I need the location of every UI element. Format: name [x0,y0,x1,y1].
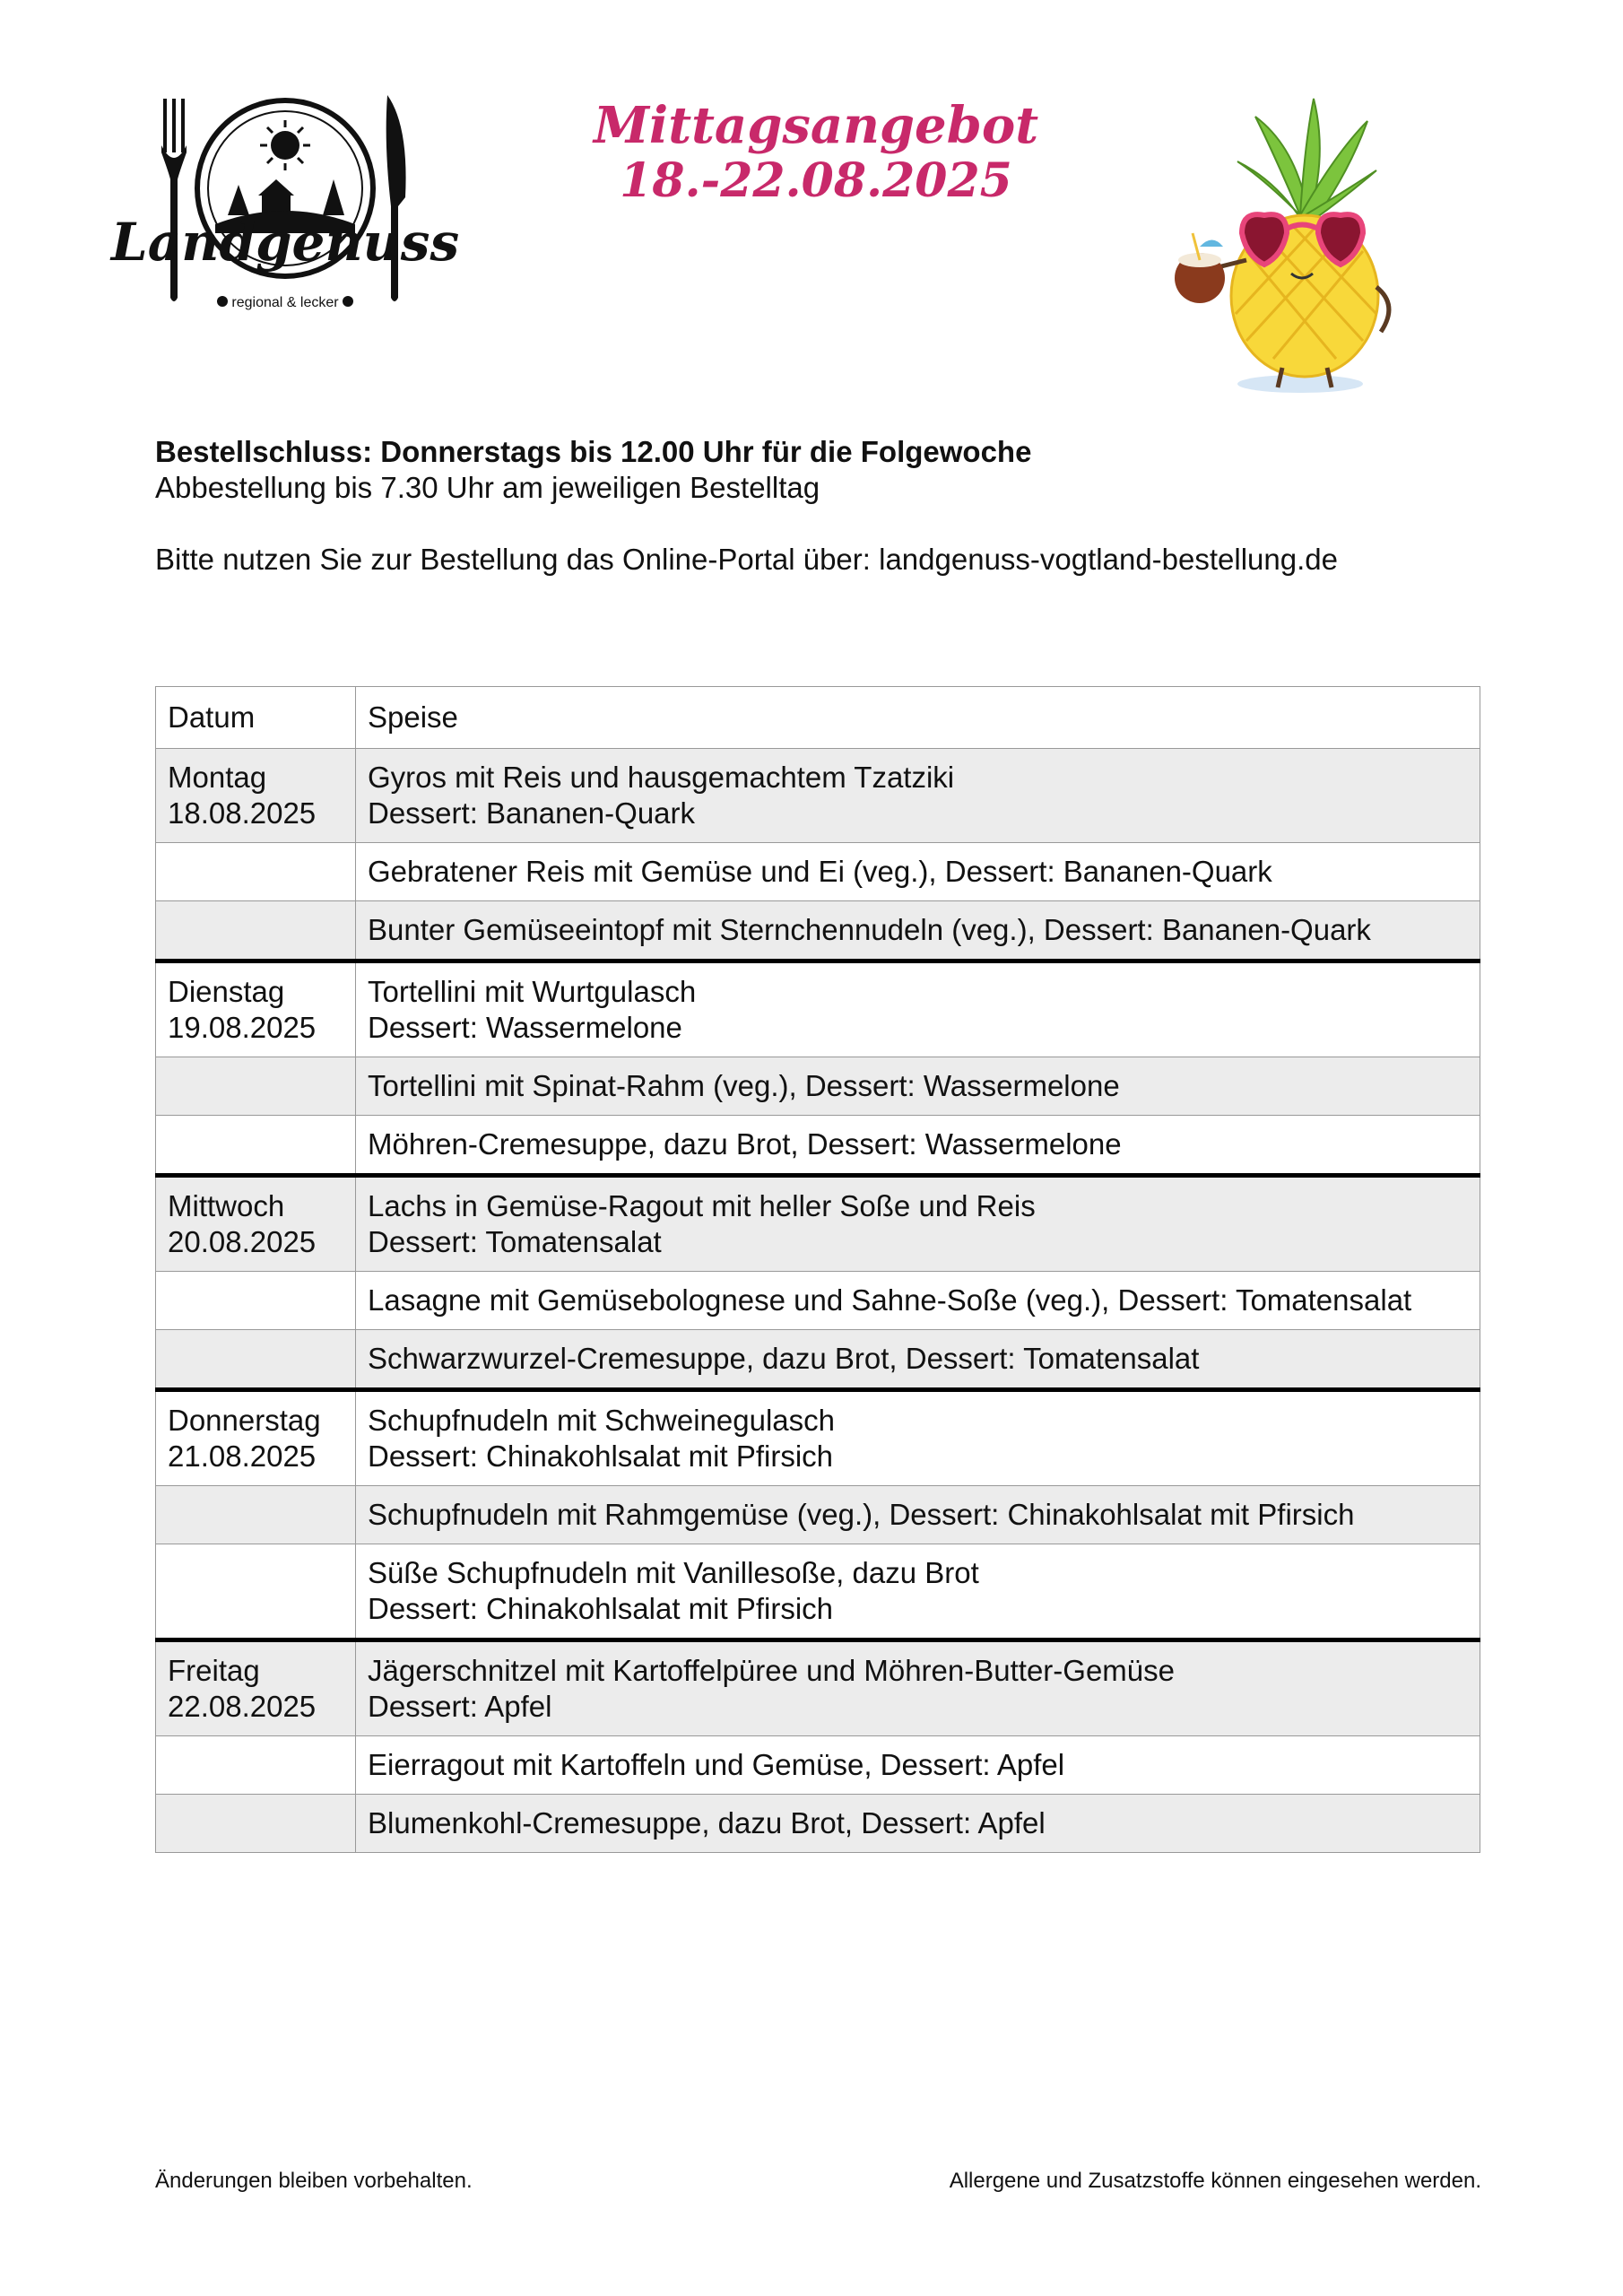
cancellation-note: Abbestellung bis 7.30 Uhr am jeweiligen Bestelltag [155,471,820,504]
dish-cell [356,1176,1480,1272]
dish-cell [356,961,1480,1057]
weekday-label: Mittwoch [168,1189,285,1222]
dish-label: Tortellini mit Wurtgulasch [368,975,697,1008]
dish-cell [356,1795,1480,1853]
dish-cell [356,1057,1480,1116]
dessert-label: Dessert: Wassermelone [368,1011,682,1044]
dish-label: Tortellini mit Spinat-Rahm (veg.), Dessert: Wassermelone [368,1069,1120,1102]
table-row [156,1176,1480,1272]
date-cell [156,1640,356,1736]
dish-cell [356,1272,1480,1330]
dessert-label: Dessert: Bananen-Quark [368,796,696,830]
date-cell [156,1736,356,1795]
landgenuss-logo [110,90,460,323]
tagline-text: regional & lecker [231,295,339,310]
table-row [156,843,1480,901]
date-cell [156,1272,356,1330]
weekday-label: Montag [168,761,267,794]
table-row [156,1736,1480,1795]
dish-label: Schwarzwurzel-Cremesuppe, dazu Brot, Dessert: Tomatensalat [368,1342,1200,1375]
date-cell [156,1057,356,1116]
date-cell [156,1390,356,1486]
date-label: 21.08.2025 [168,1439,317,1473]
dish-cell [356,1330,1480,1390]
dish-label: Gyros mit Reis und hausgemachtem Tzatziki [368,761,955,794]
menu-table [155,686,1480,1853]
sun-icon [260,120,310,170]
table-row [156,1640,1480,1736]
dish-label: Möhren-Cremesuppe, dazu Brot, Dessert: Wassermelone [368,1127,1122,1161]
brand-text: Landgenuss [110,212,460,273]
order-info [155,434,1338,578]
weekday-label: Freitag [168,1654,260,1687]
dish-cell [356,1390,1480,1486]
table-row [156,1390,1480,1486]
dish-label: Bunter Gemüseeintopf mit Sternchennudeln (veg.), Dessert: Bananen-Quark [368,913,1371,946]
dish-label: Jägerschnitzel mit Kartoffelpüree und Möhren-Butter-Gemüse [368,1654,1175,1687]
table-row [156,749,1480,843]
dish-cell [356,1640,1480,1736]
date-cell [156,961,356,1057]
date-cell [156,1544,356,1640]
portal-note: Bitte nutzen Sie zur Bestellung das Online-Portal über: landgenuss-vogtland-bestellung.de [155,543,1338,576]
table-row [156,1486,1480,1544]
date-cell [156,1330,356,1390]
date-label: 22.08.2025 [168,1690,317,1723]
date-cell [156,1116,356,1176]
dish-label: Schupfnudeln mit Schweinegulasch [368,1404,835,1437]
weekday-label: Dienstag [168,975,285,1008]
date-cell [156,1176,356,1272]
table-header-row [156,687,1480,749]
header-speise: Speise [356,687,1480,749]
table-row [156,1795,1480,1853]
table-row [156,1544,1480,1640]
dish-label: Schupfnudeln mit Rahmgemüse (veg.), Dessert: Chinakohlsalat mit Pfirsich [368,1498,1355,1531]
dessert-label: Dessert: Chinakohlsalat mit Pfirsich [368,1592,834,1625]
header-datum: Datum [156,687,356,749]
footer-allergens: Allergene und Zusatzstoffe können eingesehen werden. [949,2169,1481,2193]
dessert-label: Dessert: Tomatensalat [368,1225,662,1258]
date-cell [156,843,356,901]
page-title: Mittagsangebot [593,96,1039,155]
pineapple-mascot-icon [1157,99,1426,404]
dish-cell [356,749,1480,843]
table-row [156,1272,1480,1330]
dish-label: Gebratener Reis mit Gemüse und Ei (veg.), Dessert: Bananen-Quark [368,855,1272,888]
date-label: 18.08.2025 [168,796,317,830]
dish-label: Blumenkohl-Cremesuppe, dazu Brot, Dessert: Apfel [368,1806,1046,1839]
order-deadline: Bestellschluss: Donnerstags bis 12.00 Uhr für die Folgewoche [155,435,1032,468]
dish-label: Süße Schupfnudeln mit Vanillesoße, dazu Brot [368,1556,979,1589]
table-row [156,1330,1480,1390]
table-row [156,1057,1480,1116]
dish-cell [356,1544,1480,1640]
weekday-label: Donnerstag [168,1404,321,1437]
date-cell [156,1486,356,1544]
dish-label: Lasagne mit Gemüsebolognese und Sahne-Soße (veg.), Dessert: Tomatensalat [368,1283,1412,1317]
date-cell [156,901,356,961]
dish-cell [356,1486,1480,1544]
menu-body [156,749,1480,1853]
dish-cell [356,901,1480,961]
dish-cell [356,1736,1480,1795]
date-cell [156,1795,356,1853]
table-row [156,901,1480,961]
dish-label: Lachs in Gemüse-Ragout mit heller Soße und Reis [368,1189,1036,1222]
table-row [156,1116,1480,1176]
dish-label: Eierragout mit Kartoffeln und Gemüse, Dessert: Apfel [368,1748,1065,1781]
date-label: 20.08.2025 [168,1225,317,1258]
dessert-label: Dessert: Chinakohlsalat mit Pfirsich [368,1439,834,1473]
table-row [156,961,1480,1057]
dish-cell [356,843,1480,901]
date-cell [156,749,356,843]
date-range: 18.-22.08.2025 [620,153,1012,208]
dessert-label: Dessert: Apfel [368,1690,552,1723]
footer-disclaimer: Änderungen bleiben vorbehalten. [155,2169,473,2193]
headline [574,97,1058,208]
dish-cell [356,1116,1480,1176]
date-label: 19.08.2025 [168,1011,317,1044]
